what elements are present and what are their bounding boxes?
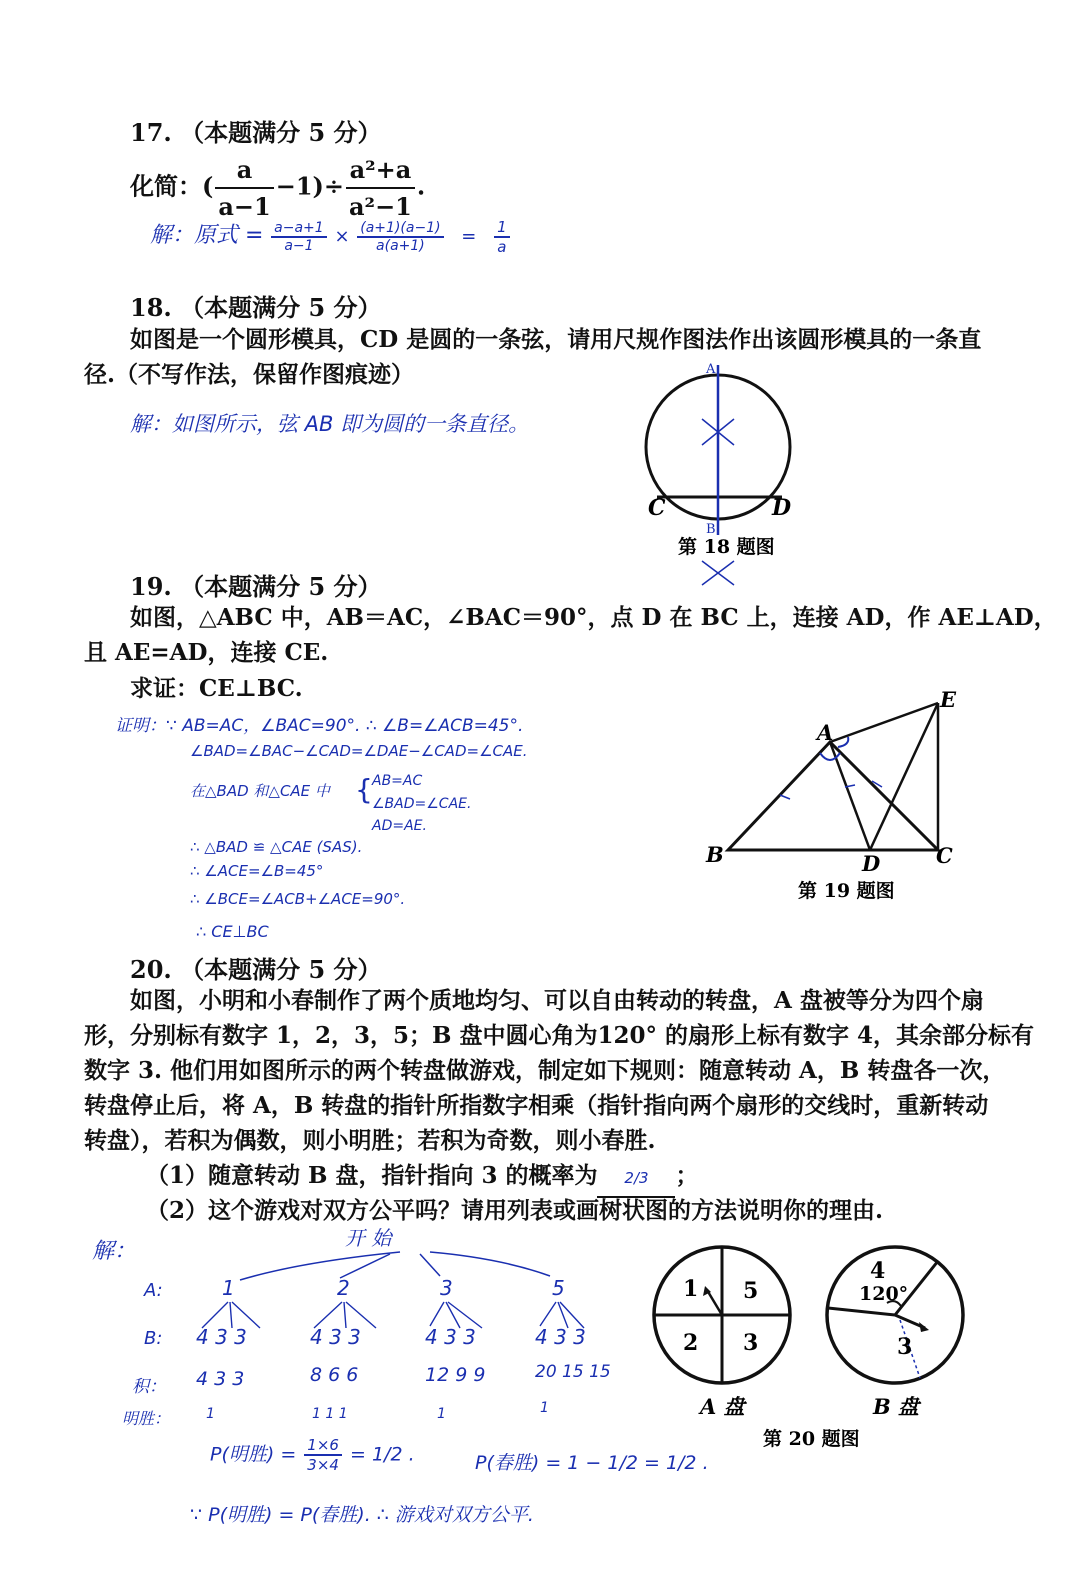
q19-proof-7: ∴ ∠ACE=∠B=45° bbox=[190, 862, 324, 880]
q20-tree-branch-3 bbox=[420, 1254, 440, 1276]
q20-tree-b-0: 4 3 3 bbox=[196, 1325, 247, 1349]
q20-disk-a-pointer bbox=[707, 1290, 722, 1315]
q20-tree-a-0: 1 bbox=[222, 1276, 235, 1300]
q17-expression bbox=[130, 152, 425, 224]
q19-proof-6: ∴ △BAD ≌ △CAE (SAS). bbox=[190, 838, 363, 856]
q20-tree-b-2: 4 3 3 bbox=[425, 1325, 476, 1349]
q19-label-d: D bbox=[862, 851, 881, 876]
q19-triangle-abc bbox=[728, 742, 938, 850]
q20-tree-a-2: 3 bbox=[440, 1276, 453, 1300]
q20-tree-a-3: 5 bbox=[552, 1276, 565, 1300]
q20-disk-a-num-1: 1 bbox=[683, 1276, 699, 1302]
q17-answer-prefix: 解：原式 = bbox=[150, 223, 264, 248]
q19-label-c: C bbox=[936, 843, 953, 868]
q19-brace: { bbox=[355, 773, 373, 806]
q20-disk-a-label: A 盘 bbox=[700, 1394, 745, 1419]
q20-tree-win-2: 1 bbox=[437, 1406, 446, 1422]
q17-frac2-num: a²+a bbox=[346, 152, 415, 189]
q20-conclusion: ∵ P(明胜) = P(春胜). ∴ 游戏对双方公平. bbox=[190, 1504, 534, 1526]
q18-line2: 径.（不写作法，保留作图痕迹） bbox=[84, 361, 415, 388]
q17-frac1 bbox=[215, 152, 273, 224]
q17-answer-frac3 bbox=[494, 218, 510, 256]
q19-proof-9: ∴ CE⊥BC bbox=[196, 922, 269, 941]
q17-answer-frac2-num: (a+1)(a−1) bbox=[357, 220, 443, 238]
q20-tree-win-1: 1 1 1 bbox=[312, 1406, 348, 1422]
q20-prob-line1 bbox=[210, 1436, 415, 1474]
q17-answer-frac1-num: a−a+1 bbox=[271, 220, 327, 238]
q20-line-1: 形，分别标有数字 1，2，3，5；B 盘中圆心角为120° 的扇形上标有数字 4，其余部分标有 bbox=[84, 1022, 1034, 1049]
q18-label-c: C bbox=[648, 495, 666, 521]
q20-tree-prod-2: 12 9 9 bbox=[425, 1364, 486, 1386]
q20-disk-b-pointer-head bbox=[919, 1322, 929, 1332]
q19-proof-4: ∠BAD=∠CAE. bbox=[372, 796, 472, 812]
q20-tree-row-win-label: 明胜： bbox=[122, 1409, 171, 1428]
q20-line-4: 转盘），若积为偶数，则小明胜；若积为奇数，则小春胜. bbox=[84, 1127, 656, 1154]
q20-disk-a-num-2: 2 bbox=[683, 1330, 699, 1356]
q17-answer-frac3-num: 1 bbox=[494, 218, 510, 238]
q20-caption: 第 20 题图 bbox=[763, 1428, 860, 1450]
q20-tree-row-b-label: B: bbox=[144, 1328, 163, 1349]
q20-tree-a-1: 2 bbox=[337, 1276, 350, 1300]
q17-answer-times: × bbox=[334, 226, 350, 247]
q17-frac1-num: a bbox=[215, 152, 273, 189]
q19-line3: 求证：CE⊥BC. bbox=[130, 675, 303, 702]
q19-proof-2: 在△BAD 和△CAE 中 bbox=[190, 782, 330, 800]
q17-answer-frac3-den: a bbox=[497, 238, 507, 256]
q18-header: 18. （本题满分 5 分） bbox=[130, 293, 382, 322]
q17-frac2-den: a²−1 bbox=[349, 192, 412, 221]
q20-tree-prod-1: 8 6 6 bbox=[310, 1364, 359, 1386]
q17-period: . bbox=[416, 171, 426, 201]
q18-label-a: A bbox=[706, 362, 716, 377]
q20-prob-right: P(春胜) = 1 − 1/2 = 1/2 . bbox=[475, 1452, 709, 1474]
q18-figure bbox=[630, 355, 830, 595]
q17-answer-frac1-den: a−1 bbox=[284, 238, 314, 254]
q20-line-0: 如图，小明和小春制作了两个质地均匀、可以自由转动的转盘，A 盘被等分为四个扇 bbox=[130, 987, 984, 1014]
q17-answer-frac2-den: a(a+1) bbox=[376, 238, 425, 254]
q20-disk-b-num-3: 3 bbox=[897, 1334, 913, 1360]
q20-header: 20. （本题满分 5 分） bbox=[130, 955, 382, 984]
q20-tree-win-3: 1 bbox=[540, 1400, 549, 1416]
q20-tree-prod-0: 4 3 3 bbox=[196, 1368, 245, 1390]
q20-disk-a-num-5: 5 bbox=[743, 1278, 759, 1304]
q20-prob-mid: = 1/2 . bbox=[350, 1443, 415, 1466]
q17-answer-eq: = bbox=[461, 226, 477, 247]
q20-tree-row-prod-label: 积： bbox=[132, 1377, 166, 1397]
q17-header: 17. （本题满分 5 分） bbox=[130, 118, 382, 147]
q17-minus-one: −1)÷ bbox=[275, 171, 344, 201]
q20-tree-b-3: 4 3 3 bbox=[535, 1325, 586, 1349]
q20-disk-b-line-1 bbox=[828, 1308, 895, 1315]
q20-tree-branch-1 bbox=[240, 1252, 400, 1280]
q19-line1: 如图，△ABC 中，AB＝AC，∠BAC＝90°，点 D 在 BC 上，连接 AD，作 AE⊥AD， bbox=[130, 604, 1057, 631]
q19-proof-1: ∠BAD=∠BAC−∠CAD=∠DAE−∠CAD=∠CAE. bbox=[190, 742, 528, 760]
q19-figure bbox=[700, 685, 970, 910]
q19-line2: 且 AE=AD，连接 CE. bbox=[84, 639, 329, 666]
q20-prob-left: P(明胜) = bbox=[210, 1443, 297, 1466]
q20-sub1-answer: 2/3 bbox=[597, 1161, 675, 1198]
q18-line1: 如图是一个圆形模具，CD 是圆的一条弦，请用尺规作图法作出该圆形模具的一条直 bbox=[130, 326, 982, 353]
q19-label-b: B bbox=[706, 842, 724, 867]
q20-disk-b-num-4: 4 bbox=[870, 1258, 886, 1284]
q20-disk-a-num-3: 3 bbox=[743, 1330, 759, 1356]
q20-sub1-end: ； bbox=[675, 1162, 699, 1189]
q19-tick-ab bbox=[780, 795, 790, 799]
q20-tree-start: 开 始 bbox=[345, 1226, 392, 1250]
q19-caption: 第 19 题图 bbox=[798, 880, 895, 902]
q19-proof-0: 证明：∵ AB=AC，∠BAC=90°. ∴ ∠B=∠ACB=45°. bbox=[115, 716, 524, 736]
q20-prob-frac-den: 3×4 bbox=[307, 1456, 339, 1474]
q20-tree-solve: 解： bbox=[92, 1239, 137, 1264]
q20-sub1 bbox=[146, 1158, 698, 1198]
q20-prob-frac bbox=[304, 1436, 342, 1474]
q17-answer bbox=[150, 218, 512, 256]
q20-prob-frac-num: 1×6 bbox=[304, 1436, 342, 1456]
q19-header: 19. （本题满分 5 分） bbox=[130, 572, 382, 601]
q20-tree-row-a-label: A: bbox=[144, 1280, 163, 1301]
q20-disk-b-label: B 盘 bbox=[873, 1394, 920, 1419]
q18-caption: 第 18 题图 bbox=[678, 536, 775, 558]
q20-disk-b-angle: 120° bbox=[859, 1283, 909, 1305]
q19-label-e: E bbox=[940, 687, 957, 712]
q17-answer-frac2 bbox=[357, 220, 443, 254]
q19-proof-3: AB=AC bbox=[372, 773, 423, 789]
q20-sub2: （2）这个游戏对双方公平吗？请用列表或画树状图的方法说明你的理由. bbox=[146, 1197, 884, 1224]
q20-figure bbox=[645, 1238, 975, 1458]
q17-frac1-den: a−1 bbox=[218, 192, 271, 221]
q19-proof-8: ∴ ∠BCE=∠ACB+∠ACE=90°. bbox=[190, 890, 406, 908]
q20-sub1-text: （1）随意转动 B 盘，指针指向 3 的概率为 bbox=[146, 1162, 598, 1189]
q17-open-paren: ( bbox=[202, 171, 214, 201]
q19-label-a: A bbox=[817, 720, 834, 745]
q17-frac2 bbox=[346, 152, 415, 224]
q17-prompt: 化简： bbox=[130, 171, 202, 201]
q18-label-b: B bbox=[706, 522, 716, 537]
q18-answer: 解：如图所示，弦 AB 即为圆的一条直径。 bbox=[130, 412, 530, 436]
q18-label-d: D bbox=[772, 495, 792, 521]
q20-line-2: 数字 3. 他们用如图所示的两个转盘做游戏，制定如下规则：随意转动 A，B 转盘各一次， bbox=[84, 1057, 1006, 1084]
q20-tree-win-0: 1 bbox=[206, 1406, 215, 1422]
q20-tree-b-1: 4 3 3 bbox=[310, 1325, 361, 1349]
q17-answer-frac1 bbox=[271, 220, 327, 254]
q20-line-3: 转盘停止后，将 A，B 转盘的指针所指数字相乘（指针指向两个扇形的交线时，重新转动 bbox=[84, 1092, 989, 1119]
q19-proof-5: AD=AE. bbox=[372, 818, 427, 834]
q20-tree-branch-4 bbox=[430, 1252, 550, 1276]
q20-tree-prod-3: 20 15 15 bbox=[535, 1362, 611, 1382]
